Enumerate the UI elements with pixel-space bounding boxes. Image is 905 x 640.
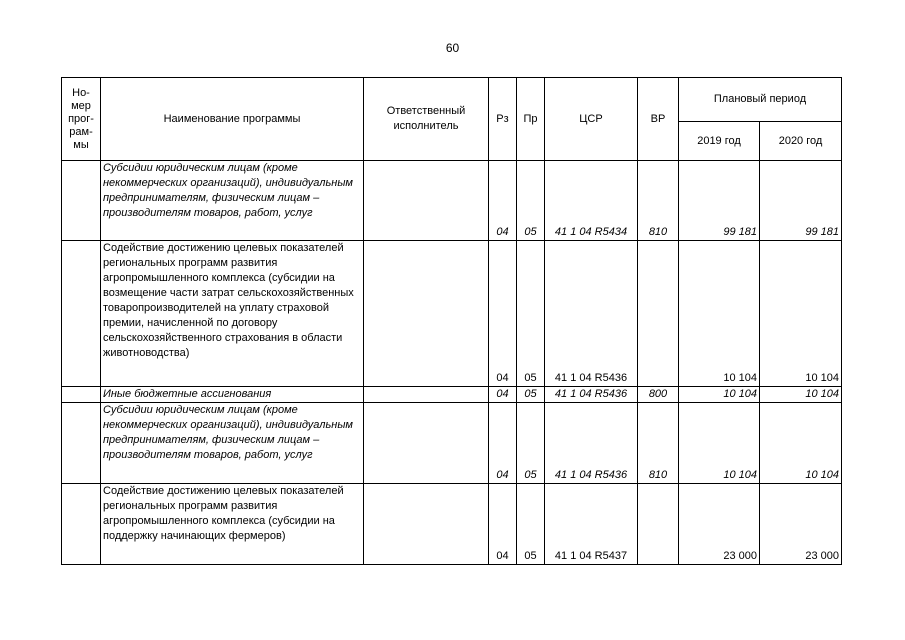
executor-cell xyxy=(364,161,489,241)
executor-cell xyxy=(364,484,489,565)
header-program-number: Но- мер прог- рам- мы xyxy=(62,78,101,161)
header-planned-period: Плановый период xyxy=(679,78,842,122)
pr-cell: 05 xyxy=(517,241,545,387)
pr-cell: 05 xyxy=(517,484,545,565)
number-cell xyxy=(62,403,101,484)
year-2019-value: 10 104 xyxy=(679,387,760,403)
header-pr: Пр xyxy=(517,78,545,161)
header-csr: ЦСР xyxy=(545,78,638,161)
pr-cell: 05 xyxy=(517,387,545,403)
executor-cell xyxy=(364,387,489,403)
year-2020-value: 10 104 xyxy=(760,403,842,484)
number-cell xyxy=(62,484,101,565)
header-year-2019: 2019 год xyxy=(679,122,760,161)
page-number: 60 xyxy=(445,41,460,55)
rz-cell: 04 xyxy=(489,387,517,403)
number-cell xyxy=(62,241,101,387)
pr-cell: 05 xyxy=(517,161,545,241)
program-name-cell: Иные бюджетные ассигнования xyxy=(101,387,364,403)
program-name-cell: Содействие достижению целевых показателей региональных программ развития агропромышленного комплекса (субсидии на возмещение части затрат сельскохозяйственных товаропроизводителей на уплату страховой премии, начисленной по договору сельскохозяйственного страхования в области животноводства) xyxy=(101,241,364,387)
header-program-name: Наименование программы xyxy=(101,78,364,161)
table-row xyxy=(62,161,842,241)
rz-cell: 04 xyxy=(489,403,517,484)
csr-cell: 41 1 04 R5434 xyxy=(545,161,638,241)
table-row xyxy=(62,484,842,565)
table-row xyxy=(62,241,842,387)
vr-cell xyxy=(638,484,679,565)
year-2019-value: 10 104 xyxy=(679,403,760,484)
rz-cell: 04 xyxy=(489,484,517,565)
rz-cell: 04 xyxy=(489,161,517,241)
program-name-cell: Субсидии юридическим лицам (кроме некоммерческих организаций), индивидуальным предпринимателям, физическим лицам – производителям товаров, работ, услуг xyxy=(101,161,364,241)
year-2020-value: 23 000 xyxy=(760,484,842,565)
rz-cell: 04 xyxy=(489,241,517,387)
header-year-2020: 2020 год xyxy=(760,122,842,161)
vr-cell: 810 xyxy=(638,161,679,241)
budget-table xyxy=(61,77,842,565)
year-2019-value: 99 181 xyxy=(679,161,760,241)
csr-cell: 41 1 04 R5437 xyxy=(545,484,638,565)
csr-cell: 41 1 04 R5436 xyxy=(545,403,638,484)
year-2019-value: 23 000 xyxy=(679,484,760,565)
header-rz: Рз xyxy=(489,78,517,161)
header-vr: ВР xyxy=(638,78,679,161)
csr-cell: 41 1 04 R5436 xyxy=(545,241,638,387)
vr-cell: 800 xyxy=(638,387,679,403)
number-cell xyxy=(62,387,101,403)
table-row xyxy=(62,403,842,484)
year-2020-value: 10 104 xyxy=(760,241,842,387)
year-2019-value: 10 104 xyxy=(679,241,760,387)
vr-cell: 810 xyxy=(638,403,679,484)
vr-cell xyxy=(638,241,679,387)
executor-cell xyxy=(364,403,489,484)
executor-cell xyxy=(364,241,489,387)
pr-cell: 05 xyxy=(517,403,545,484)
table-header xyxy=(62,78,842,161)
year-2020-value: 10 104 xyxy=(760,387,842,403)
program-name-cell: Субсидии юридическим лицам (кроме некоммерческих организаций), индивидуальным предпринимателям, физическим лицам – производителям товаров, работ, услуг xyxy=(101,403,364,484)
table-row xyxy=(62,387,842,403)
program-name-cell: Содействие достижению целевых показателей региональных программ развития агропромышленного комплекса (субсидии на поддержку начинающих фермеров) xyxy=(101,484,364,565)
table-body xyxy=(62,161,842,565)
csr-cell: 41 1 04 R5436 xyxy=(545,387,638,403)
year-2020-value: 99 181 xyxy=(760,161,842,241)
header-responsible-executor: Ответственный исполнитель xyxy=(364,78,489,161)
number-cell xyxy=(62,161,101,241)
